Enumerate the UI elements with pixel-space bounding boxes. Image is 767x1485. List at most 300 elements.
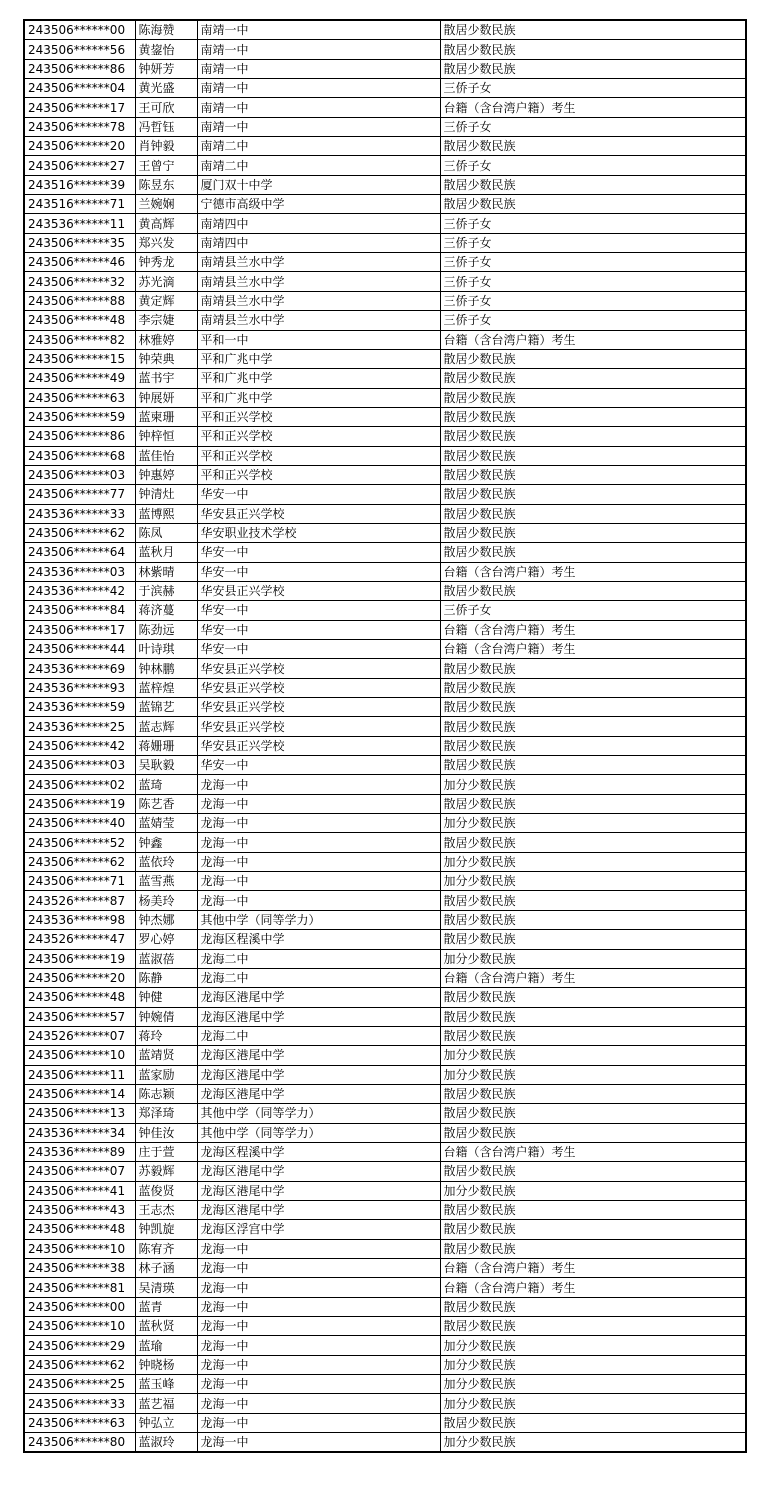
school-cell: 龙海一中 bbox=[197, 891, 440, 910]
category-cell: 散居少数民族 bbox=[440, 523, 746, 542]
exam-id-cell: 243506******27 bbox=[24, 156, 135, 175]
category-cell: 散居少数民族 bbox=[440, 1007, 746, 1026]
category-cell: 散居少数民族 bbox=[440, 1026, 746, 1045]
school-cell: 华安一中 bbox=[197, 601, 440, 620]
school-cell: 华安县正兴学校 bbox=[197, 698, 440, 717]
table-row bbox=[24, 1065, 746, 1084]
school-cell: 华安县正兴学校 bbox=[197, 659, 440, 678]
category-cell: 散居少数民族 bbox=[440, 1220, 746, 1239]
school-cell: 华安县正兴学校 bbox=[197, 581, 440, 600]
school-cell: 龙海一中 bbox=[197, 1317, 440, 1336]
table-row bbox=[24, 659, 746, 678]
school-cell: 华安一中 bbox=[197, 620, 440, 639]
category-cell: 台籍（含台湾户籍）考生 bbox=[440, 1278, 746, 1297]
exam-id-cell: 243506******84 bbox=[24, 601, 135, 620]
school-cell: 龙海一中 bbox=[197, 775, 440, 794]
school-cell: 南靖一中 bbox=[197, 59, 440, 78]
school-cell: 龙海一中 bbox=[197, 1433, 440, 1453]
category-cell: 散居少数民族 bbox=[440, 349, 746, 368]
school-cell: 龙海二中 bbox=[197, 1026, 440, 1045]
exam-id-cell: 243506******44 bbox=[24, 640, 135, 659]
school-cell: 龙海区程溪中学 bbox=[197, 930, 440, 949]
student-name-cell: 蓝玉峰 bbox=[135, 1375, 197, 1394]
student-name-cell: 陈劲远 bbox=[135, 620, 197, 639]
table-row bbox=[24, 291, 746, 310]
student-name-cell: 钟秀龙 bbox=[135, 253, 197, 272]
school-cell: 龙海区浮宫中学 bbox=[197, 1220, 440, 1239]
exam-id-cell: 243506******81 bbox=[24, 1278, 135, 1297]
school-cell: 龙海二中 bbox=[197, 949, 440, 968]
category-cell: 散居少数民族 bbox=[440, 427, 746, 446]
student-name-cell: 李宗婕 bbox=[135, 311, 197, 330]
school-cell: 南靖一中 bbox=[197, 79, 440, 98]
school-cell: 龙海区港尾中学 bbox=[197, 1007, 440, 1026]
category-cell: 三侨子女 bbox=[440, 253, 746, 272]
table-row bbox=[24, 852, 746, 871]
exam-id-cell: 243506******20 bbox=[24, 137, 135, 156]
student-name-cell: 钟梓恒 bbox=[135, 427, 197, 446]
category-cell: 三侨子女 bbox=[440, 117, 746, 136]
category-cell: 加分少数民族 bbox=[440, 872, 746, 891]
exam-id-cell: 243506******82 bbox=[24, 330, 135, 349]
category-cell: 台籍（含台湾户籍）考生 bbox=[440, 1142, 746, 1161]
student-name-cell: 冯哲钰 bbox=[135, 117, 197, 136]
category-cell: 加分少数民族 bbox=[440, 1046, 746, 1065]
exam-id-cell: 243506******11 bbox=[24, 1065, 135, 1084]
category-cell: 散居少数民族 bbox=[440, 369, 746, 388]
table-row bbox=[24, 504, 746, 523]
table-row bbox=[24, 601, 746, 620]
category-cell: 散居少数民族 bbox=[440, 40, 746, 59]
student-name-cell: 钟惠婷 bbox=[135, 465, 197, 484]
category-cell: 散居少数民族 bbox=[440, 1239, 746, 1258]
category-cell: 加分少数民族 bbox=[440, 775, 746, 794]
category-cell: 散居少数民族 bbox=[440, 175, 746, 194]
student-name-cell: 林紫晴 bbox=[135, 562, 197, 581]
category-cell: 台籍（含台湾户籍）考生 bbox=[440, 98, 746, 117]
student-name-cell: 陈宥齐 bbox=[135, 1239, 197, 1258]
school-cell: 平和广兆中学 bbox=[197, 388, 440, 407]
category-cell: 散居少数民族 bbox=[440, 678, 746, 697]
category-cell: 散居少数民族 bbox=[440, 833, 746, 852]
table-row bbox=[24, 1413, 746, 1432]
table-row bbox=[24, 446, 746, 465]
student-name-cell: 蓝佳怡 bbox=[135, 446, 197, 465]
table-row bbox=[24, 543, 746, 562]
category-cell: 加分少数民族 bbox=[440, 1433, 746, 1453]
roster-body bbox=[24, 20, 746, 1452]
category-cell: 三侨子女 bbox=[440, 233, 746, 252]
exam-id-cell: 243506******17 bbox=[24, 620, 135, 639]
table-row bbox=[24, 910, 746, 929]
school-cell: 南靖县兰水中学 bbox=[197, 311, 440, 330]
exam-id-cell: 243536******93 bbox=[24, 678, 135, 697]
student-name-cell: 蓝书宇 bbox=[135, 369, 197, 388]
category-cell: 三侨子女 bbox=[440, 214, 746, 233]
exam-id-cell: 243506******46 bbox=[24, 253, 135, 272]
school-cell: 其他中学（同等学力） bbox=[197, 1123, 440, 1142]
category-cell: 散居少数民族 bbox=[440, 794, 746, 813]
school-cell: 龙海一中 bbox=[197, 1413, 440, 1432]
category-cell: 三侨子女 bbox=[440, 291, 746, 310]
exam-id-cell: 243516******71 bbox=[24, 195, 135, 214]
student-name-cell: 林子涵 bbox=[135, 1259, 197, 1278]
school-cell: 龙海区港尾中学 bbox=[197, 988, 440, 1007]
table-row bbox=[24, 968, 746, 987]
exam-id-cell: 243506******64 bbox=[24, 543, 135, 562]
school-cell: 龙海区港尾中学 bbox=[197, 1046, 440, 1065]
student-name-cell: 钟杰娜 bbox=[135, 910, 197, 929]
category-cell: 散居少数民族 bbox=[440, 1413, 746, 1432]
school-cell: 平和一中 bbox=[197, 330, 440, 349]
student-name-cell: 林雅婷 bbox=[135, 330, 197, 349]
table-row bbox=[24, 253, 746, 272]
category-cell: 三侨子女 bbox=[440, 79, 746, 98]
category-cell: 散居少数民族 bbox=[440, 195, 746, 214]
school-cell: 龙海区港尾中学 bbox=[197, 1065, 440, 1084]
school-cell: 南靖一中 bbox=[197, 40, 440, 59]
exam-id-cell: 243536******25 bbox=[24, 717, 135, 736]
school-cell: 厦门双十中学 bbox=[197, 175, 440, 194]
student-name-cell: 陈凤 bbox=[135, 523, 197, 542]
table-row bbox=[24, 311, 746, 330]
student-name-cell: 蓝秋月 bbox=[135, 543, 197, 562]
school-cell: 龙海一中 bbox=[197, 1375, 440, 1394]
student-name-cell: 蓝志辉 bbox=[135, 717, 197, 736]
exam-id-cell: 243506******62 bbox=[24, 1355, 135, 1374]
exam-id-cell: 243506******35 bbox=[24, 233, 135, 252]
table-row bbox=[24, 407, 746, 426]
exam-id-cell: 243506******62 bbox=[24, 523, 135, 542]
exam-id-cell: 243526******47 bbox=[24, 930, 135, 949]
school-cell: 南靖县兰水中学 bbox=[197, 272, 440, 291]
table-row bbox=[24, 640, 746, 659]
exam-id-cell: 243536******89 bbox=[24, 1142, 135, 1161]
student-name-cell: 蓝博熙 bbox=[135, 504, 197, 523]
table-row bbox=[24, 20, 746, 40]
school-cell: 平和广兆中学 bbox=[197, 369, 440, 388]
student-name-cell: 钟妍芳 bbox=[135, 59, 197, 78]
table-row bbox=[24, 1259, 746, 1278]
student-name-cell: 庄于萱 bbox=[135, 1142, 197, 1161]
student-name-cell: 蒋姗珊 bbox=[135, 736, 197, 755]
category-cell: 台籍（含台湾户籍）考生 bbox=[440, 640, 746, 659]
exam-id-cell: 243536******59 bbox=[24, 698, 135, 717]
category-cell: 散居少数民族 bbox=[440, 407, 746, 426]
school-cell: 华安县正兴学校 bbox=[197, 678, 440, 697]
exam-id-cell: 243526******07 bbox=[24, 1026, 135, 1045]
student-name-cell: 蓝靖贤 bbox=[135, 1046, 197, 1065]
exam-id-cell: 243506******10 bbox=[24, 1046, 135, 1065]
student-name-cell: 钟荣典 bbox=[135, 349, 197, 368]
category-cell: 加分少数民族 bbox=[440, 1181, 746, 1200]
school-cell: 龙海一中 bbox=[197, 833, 440, 852]
table-row bbox=[24, 388, 746, 407]
table-row bbox=[24, 156, 746, 175]
table-row bbox=[24, 369, 746, 388]
student-name-cell: 蒋济蔓 bbox=[135, 601, 197, 620]
table-row bbox=[24, 214, 746, 233]
student-name-cell: 蓝柬珊 bbox=[135, 407, 197, 426]
category-cell: 散居少数民族 bbox=[440, 659, 746, 678]
exam-id-cell: 243506******32 bbox=[24, 272, 135, 291]
table-row bbox=[24, 872, 746, 891]
table-row bbox=[24, 620, 746, 639]
school-cell: 南靖一中 bbox=[197, 117, 440, 136]
exam-id-cell: 243506******88 bbox=[24, 291, 135, 310]
exam-id-cell: 243506******29 bbox=[24, 1336, 135, 1355]
student-name-cell: 蒋玲 bbox=[135, 1026, 197, 1045]
table-row bbox=[24, 117, 746, 136]
table-row bbox=[24, 195, 746, 214]
student-name-cell: 杨美玲 bbox=[135, 891, 197, 910]
exam-id-cell: 243506******25 bbox=[24, 1375, 135, 1394]
category-cell: 散居少数民族 bbox=[440, 698, 746, 717]
exam-id-cell: 243506******02 bbox=[24, 775, 135, 794]
table-row bbox=[24, 1355, 746, 1374]
exam-id-cell: 243506******86 bbox=[24, 59, 135, 78]
exam-id-cell: 243506******40 bbox=[24, 814, 135, 833]
exam-id-cell: 243506******20 bbox=[24, 968, 135, 987]
category-cell: 三侨子女 bbox=[440, 311, 746, 330]
school-cell: 龙海一中 bbox=[197, 1355, 440, 1374]
table-row bbox=[24, 562, 746, 581]
exam-id-cell: 243506******48 bbox=[24, 988, 135, 1007]
exam-id-cell: 243506******15 bbox=[24, 349, 135, 368]
exam-id-cell: 243506******03 bbox=[24, 756, 135, 775]
exam-id-cell: 243506******52 bbox=[24, 833, 135, 852]
exam-id-cell: 243506******63 bbox=[24, 1413, 135, 1432]
category-cell: 散居少数民族 bbox=[440, 1104, 746, 1123]
table-row bbox=[24, 1142, 746, 1161]
table-row bbox=[24, 736, 746, 755]
exam-id-cell: 243506******10 bbox=[24, 1317, 135, 1336]
student-name-cell: 钟婉倩 bbox=[135, 1007, 197, 1026]
student-name-cell: 钟清灶 bbox=[135, 485, 197, 504]
category-cell: 散居少数民族 bbox=[440, 388, 746, 407]
exam-id-cell: 243506******00 bbox=[24, 20, 135, 40]
exam-id-cell: 243506******62 bbox=[24, 852, 135, 871]
student-name-cell: 蓝瑜 bbox=[135, 1336, 197, 1355]
student-name-cell: 钟佳汝 bbox=[135, 1123, 197, 1142]
student-name-cell: 于滨赫 bbox=[135, 581, 197, 600]
school-cell: 华安一中 bbox=[197, 543, 440, 562]
category-cell: 散居少数民族 bbox=[440, 1123, 746, 1142]
student-name-cell: 王曾宁 bbox=[135, 156, 197, 175]
table-row bbox=[24, 1375, 746, 1394]
table-row bbox=[24, 137, 746, 156]
school-cell: 龙海一中 bbox=[197, 1239, 440, 1258]
school-cell: 平和正兴学校 bbox=[197, 465, 440, 484]
school-cell: 南靖二中 bbox=[197, 156, 440, 175]
table-row bbox=[24, 1104, 746, 1123]
school-cell: 龙海区港尾中学 bbox=[197, 1162, 440, 1181]
school-cell: 龙海区港尾中学 bbox=[197, 1181, 440, 1200]
table-row bbox=[24, 1084, 746, 1103]
table-row bbox=[24, 1220, 746, 1239]
student-name-cell: 叶诗琪 bbox=[135, 640, 197, 659]
student-name-cell: 兰婉娴 bbox=[135, 195, 197, 214]
category-cell: 加分少数民族 bbox=[440, 1336, 746, 1355]
category-cell: 散居少数民族 bbox=[440, 756, 746, 775]
school-cell: 龙海一中 bbox=[197, 1394, 440, 1413]
student-name-cell: 郑泽琦 bbox=[135, 1104, 197, 1123]
category-cell: 散居少数民族 bbox=[440, 1200, 746, 1219]
category-cell: 台籍（含台湾户籍）考生 bbox=[440, 968, 746, 987]
student-name-cell: 陈昱东 bbox=[135, 175, 197, 194]
school-cell: 南靖一中 bbox=[197, 20, 440, 40]
roster-table bbox=[23, 19, 747, 1453]
table-row bbox=[24, 1239, 746, 1258]
exam-id-cell: 243506******86 bbox=[24, 427, 135, 446]
student-name-cell: 蓝艺福 bbox=[135, 1394, 197, 1413]
category-cell: 散居少数民族 bbox=[440, 891, 746, 910]
school-cell: 龙海二中 bbox=[197, 968, 440, 987]
table-row bbox=[24, 775, 746, 794]
table-row bbox=[24, 233, 746, 252]
category-cell: 散居少数民族 bbox=[440, 543, 746, 562]
table-row bbox=[24, 833, 746, 852]
category-cell: 散居少数民族 bbox=[440, 1297, 746, 1316]
exam-id-cell: 243506******19 bbox=[24, 949, 135, 968]
exam-id-cell: 243506******49 bbox=[24, 369, 135, 388]
school-cell: 平和正兴学校 bbox=[197, 407, 440, 426]
category-cell: 散居少数民族 bbox=[440, 446, 746, 465]
category-cell: 加分少数民族 bbox=[440, 852, 746, 871]
exam-id-cell: 243506******77 bbox=[24, 485, 135, 504]
category-cell: 散居少数民族 bbox=[440, 988, 746, 1007]
exam-id-cell: 243506******00 bbox=[24, 1297, 135, 1316]
exam-id-cell: 243506******33 bbox=[24, 1394, 135, 1413]
exam-id-cell: 243506******57 bbox=[24, 1007, 135, 1026]
category-cell: 加分少数民族 bbox=[440, 1394, 746, 1413]
table-row bbox=[24, 1123, 746, 1142]
student-name-cell: 蓝俊贤 bbox=[135, 1181, 197, 1200]
exam-id-cell: 243506******63 bbox=[24, 388, 135, 407]
school-cell: 其他中学（同等学力） bbox=[197, 910, 440, 929]
student-name-cell: 钟林鹏 bbox=[135, 659, 197, 678]
student-name-cell: 肖钟毅 bbox=[135, 137, 197, 156]
school-cell: 龙海一中 bbox=[197, 872, 440, 891]
exam-id-cell: 243506******07 bbox=[24, 1162, 135, 1181]
student-name-cell: 陈静 bbox=[135, 968, 197, 987]
exam-id-cell: 243506******38 bbox=[24, 1259, 135, 1278]
table-row bbox=[24, 581, 746, 600]
category-cell: 台籍（含台湾户籍）考生 bbox=[440, 620, 746, 639]
table-row bbox=[24, 1394, 746, 1413]
school-cell: 南靖县兰水中学 bbox=[197, 291, 440, 310]
school-cell: 南靖二中 bbox=[197, 137, 440, 156]
school-cell: 华安职业技术学校 bbox=[197, 523, 440, 542]
exam-id-cell: 243506******17 bbox=[24, 98, 135, 117]
category-cell: 散居少数民族 bbox=[440, 581, 746, 600]
category-cell: 台籍（含台湾户籍）考生 bbox=[440, 562, 746, 581]
school-cell: 华安一中 bbox=[197, 485, 440, 504]
school-cell: 南靖四中 bbox=[197, 214, 440, 233]
student-name-cell: 陈志颖 bbox=[135, 1084, 197, 1103]
category-cell: 加分少数民族 bbox=[440, 1355, 746, 1374]
school-cell: 龙海一中 bbox=[197, 852, 440, 871]
school-cell: 华安一中 bbox=[197, 562, 440, 581]
student-name-cell: 钟健 bbox=[135, 988, 197, 1007]
exam-id-cell: 243506******04 bbox=[24, 79, 135, 98]
table-row bbox=[24, 1026, 746, 1045]
table-row bbox=[24, 717, 746, 736]
student-name-cell: 蓝家励 bbox=[135, 1065, 197, 1084]
category-cell: 散居少数民族 bbox=[440, 1084, 746, 1103]
table-row bbox=[24, 98, 746, 117]
table-row bbox=[24, 1336, 746, 1355]
category-cell: 散居少数民族 bbox=[440, 504, 746, 523]
student-name-cell: 王可欣 bbox=[135, 98, 197, 117]
school-cell: 其他中学（同等学力） bbox=[197, 1104, 440, 1123]
school-cell: 龙海区程溪中学 bbox=[197, 1142, 440, 1161]
school-cell: 平和正兴学校 bbox=[197, 427, 440, 446]
student-name-cell: 黄鋆怡 bbox=[135, 40, 197, 59]
exam-id-cell: 243506******80 bbox=[24, 1433, 135, 1453]
exam-id-cell: 243506******48 bbox=[24, 311, 135, 330]
student-name-cell: 王志杰 bbox=[135, 1200, 197, 1219]
table-row bbox=[24, 485, 746, 504]
exam-id-cell: 243536******11 bbox=[24, 214, 135, 233]
category-cell: 三侨子女 bbox=[440, 272, 746, 291]
category-cell: 散居少数民族 bbox=[440, 20, 746, 40]
student-name-cell: 陈海赞 bbox=[135, 20, 197, 40]
student-name-cell: 吴耿毅 bbox=[135, 756, 197, 775]
exam-id-cell: 243506******14 bbox=[24, 1084, 135, 1103]
category-cell: 加分少数民族 bbox=[440, 814, 746, 833]
student-name-cell: 钟弘立 bbox=[135, 1413, 197, 1432]
category-cell: 三侨子女 bbox=[440, 156, 746, 175]
student-name-cell: 蓝梓煌 bbox=[135, 678, 197, 697]
category-cell: 散居少数民族 bbox=[440, 930, 746, 949]
category-cell: 散居少数民族 bbox=[440, 717, 746, 736]
exam-id-cell: 243506******56 bbox=[24, 40, 135, 59]
table-row bbox=[24, 756, 746, 775]
table-row bbox=[24, 523, 746, 542]
exam-id-cell: 243506******03 bbox=[24, 465, 135, 484]
category-cell: 加分少数民族 bbox=[440, 1065, 746, 1084]
table-row bbox=[24, 330, 746, 349]
student-name-cell: 蓝依玲 bbox=[135, 852, 197, 871]
exam-id-cell: 243536******42 bbox=[24, 581, 135, 600]
school-cell: 宁德市高级中学 bbox=[197, 195, 440, 214]
student-name-cell: 蓝婧莹 bbox=[135, 814, 197, 833]
student-name-cell: 郑兴发 bbox=[135, 233, 197, 252]
school-cell: 龙海一中 bbox=[197, 1297, 440, 1316]
table-row bbox=[24, 698, 746, 717]
category-cell: 加分少数民族 bbox=[440, 1375, 746, 1394]
category-cell: 三侨子女 bbox=[440, 601, 746, 620]
exam-id-cell: 243506******42 bbox=[24, 736, 135, 755]
school-cell: 平和正兴学校 bbox=[197, 446, 440, 465]
table-row bbox=[24, 465, 746, 484]
student-name-cell: 黄定辉 bbox=[135, 291, 197, 310]
table-row bbox=[24, 891, 746, 910]
student-name-cell: 蓝青 bbox=[135, 1297, 197, 1316]
school-cell: 龙海一中 bbox=[197, 1259, 440, 1278]
table-row bbox=[24, 794, 746, 813]
table-row bbox=[24, 930, 746, 949]
student-name-cell: 蓝淑蓓 bbox=[135, 949, 197, 968]
exam-id-cell: 243536******03 bbox=[24, 562, 135, 581]
category-cell: 散居少数民族 bbox=[440, 1162, 746, 1181]
student-name-cell: 苏毅辉 bbox=[135, 1162, 197, 1181]
school-cell: 平和广兆中学 bbox=[197, 349, 440, 368]
category-cell: 散居少数民族 bbox=[440, 910, 746, 929]
student-name-cell: 钟展妍 bbox=[135, 388, 197, 407]
table-row bbox=[24, 1433, 746, 1453]
